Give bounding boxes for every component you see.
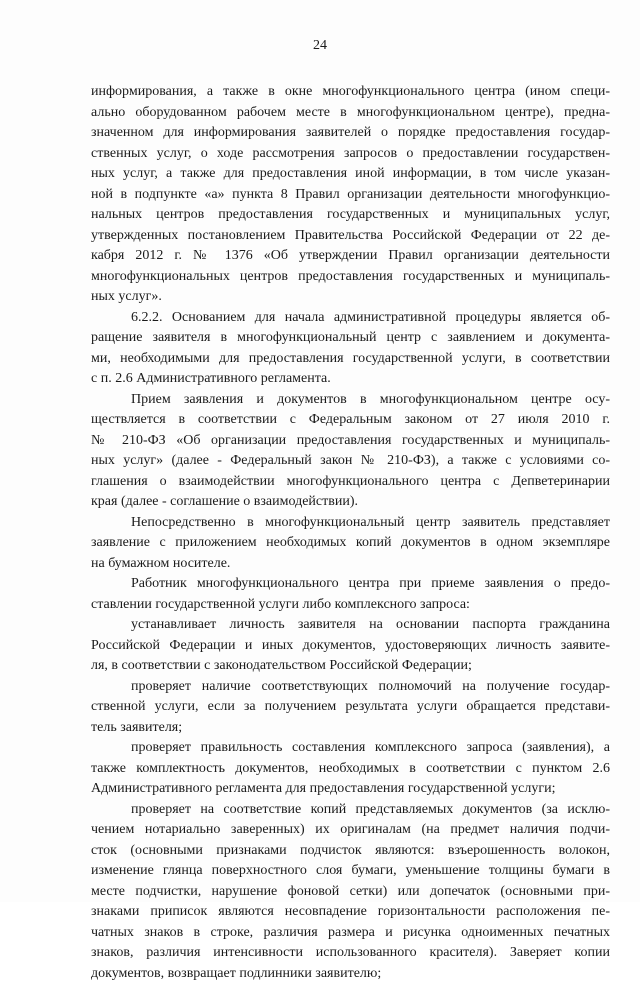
text-line: Непосредственно в многофункциональный центр заявитель представляет xyxy=(91,513,610,534)
text-line: чатных знаков в строке, различия размера и рисунка одноименных печатных xyxy=(91,923,610,944)
text-line: заявление с приложением необходимых копий документов в одном экземпляре xyxy=(91,533,610,554)
text-line: ально оборудованном рабочем месте в многофункциональном центре), предна- xyxy=(91,103,610,124)
text-line: проверяет на соответствие копий представляемых документов (за исклю- xyxy=(91,800,610,821)
text-line: ля, в соответствии с законодательством Российской Федерации; xyxy=(91,656,610,677)
text-line: Российской Федерации и иных документов, удостоверяющих личность заявите- xyxy=(91,636,610,657)
body-text xyxy=(91,82,610,984)
text-line: ных услуг» (далее - Федеральный закон № 210-ФЗ), а также с условиями со- xyxy=(91,451,610,472)
text-line: устанавливает личность заявителя на основании паспорта гражданина xyxy=(91,615,610,636)
page-number: 24 xyxy=(0,38,640,54)
text-line: сток (основными признаками подчисток являются: взъерошенность волокон, xyxy=(91,841,610,862)
text-line: нальных центров предоставления государственных и муниципальных услуг, xyxy=(91,205,610,226)
text-line: края (далее - соглашение о взаимодействии). xyxy=(91,492,610,513)
text-line: чением нотариально заверенных) их оригиналам (на предмет наличия подчи- xyxy=(91,820,610,841)
text-line: ной в подпункте «а» пункта 8 Правил организации деятельности многофункцио- xyxy=(91,185,610,206)
text-line: на бумажном носителе. xyxy=(91,554,610,575)
text-line: ственных услуг, о ходе рассмотрения запросов о предоставлении государствен- xyxy=(91,144,610,165)
text-line: № 210-ФЗ «Об организации предоставления государственных и муниципаль- xyxy=(91,431,610,452)
text-line: Административного регламента для предоставления государственной услуги; xyxy=(91,779,610,800)
text-line: Работник многофункционального центра при приеме заявления о предо- xyxy=(91,574,610,595)
text-line: знаков, различия интенсивности использованного красителя). Заверяет копии xyxy=(91,943,610,964)
text-line: с п. 2.6 Административного регламента. xyxy=(91,369,610,390)
text-line: знаками приписок являются несовпадение горизонтальности расположения пе- xyxy=(91,902,610,923)
text-line: глашения о взаимодействии многофункционального центра с Депветеринарии xyxy=(91,472,610,493)
text-line: 6.2.2. Основанием для начала административной процедуры является об- xyxy=(91,308,610,329)
text-line: Прием заявления и документов в многофункциональном центре осу- xyxy=(91,390,610,411)
text-line: ставлении государственной услуги либо комплексного запроса: xyxy=(91,595,610,616)
text-line: документов, возвращает подлинники заявителю; xyxy=(91,964,610,984)
text-line: проверяет правильность составления комплексного запроса (заявления), а xyxy=(91,738,610,759)
text-line: ществляется в соответствии с Федеральным законом от 27 июля 2010 г. xyxy=(91,410,610,431)
text-line: значенном для информирования заявителей о порядке предоставления государ- xyxy=(91,123,610,144)
text-line: информирования, а также в окне многофункционального центра (ином специ- xyxy=(91,82,610,103)
text-line: кабря 2012 г. № 1376 «Об утверждении Правил организации деятельности xyxy=(91,246,610,267)
text-line: ращение заявителя в многофункциональный центр с заявлением и документа- xyxy=(91,328,610,349)
text-line: также комплектность документов, необходимых в соответствии с пунктом 2.6 xyxy=(91,759,610,780)
text-line: ственной услуги, если за получением результата услуги обращается представи- xyxy=(91,697,610,718)
text-line: месте подчистки, нарушение фоновой сетки) или допечаток (основными при- xyxy=(91,882,610,903)
text-line: проверяет наличие соответствующих полномочий на получение государ- xyxy=(91,677,610,698)
text-line: ных услуг, а также для предоставления иной информации, в том числе указан- xyxy=(91,164,610,185)
text-line: ми, необходимыми для предоставления государственной услуги, в соответствии xyxy=(91,349,610,370)
text-line: утвержденных постановлением Правительства Российской Федерации от 22 де- xyxy=(91,226,610,247)
text-line: ных услуг». xyxy=(91,287,610,308)
text-line: тель заявителя; xyxy=(91,718,610,739)
text-line: изменение глянца поверхностного слоя бумаги, уменьшение толщины бумаги в xyxy=(91,861,610,882)
text-line: многофункциональных центров предоставления государственных и муниципаль- xyxy=(91,267,610,288)
